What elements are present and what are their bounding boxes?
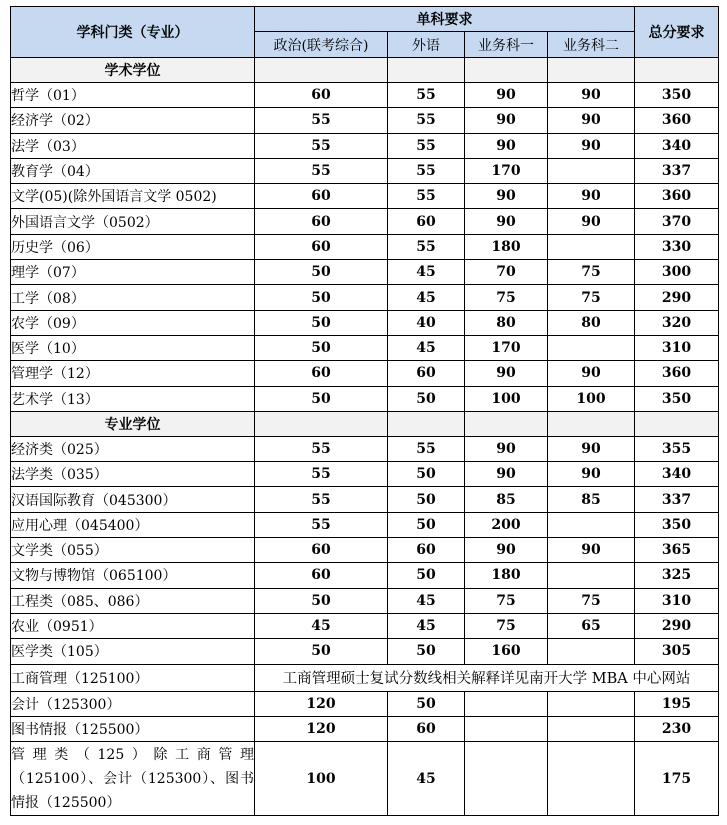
subject2-score: 75 (548, 260, 635, 285)
table-row-mba (11, 664, 719, 691)
politics-score: 50 (255, 639, 388, 664)
subject1-score: 90 (465, 108, 548, 133)
row-name: 文学(05)(除外国语言文学 0502) (11, 184, 255, 209)
subject1-score: 100 (465, 386, 548, 411)
politics-score: 60 (255, 361, 388, 386)
table-row (11, 742, 719, 816)
empty-cell (465, 716, 548, 741)
foreign-language-score: 50 (388, 512, 465, 537)
table-row (11, 209, 719, 234)
foreign-language-score: 50 (388, 386, 465, 411)
subject2-score: 80 (548, 310, 635, 335)
subject1-score: 170 (465, 335, 548, 360)
politics-score: 60 (255, 83, 388, 108)
table-row (11, 588, 719, 613)
subject1-score: 80 (465, 310, 548, 335)
subject2-score: 90 (548, 209, 635, 234)
total-score: 370 (635, 209, 719, 234)
empty-cell (255, 411, 388, 436)
subject2-score: 90 (548, 361, 635, 386)
subject2-score (548, 158, 635, 183)
politics-score: 60 (255, 209, 388, 234)
table-row (11, 639, 719, 664)
row-name: 管理类（125）除工商管理（125100）、会计（125300）、图书情报（125500） (11, 742, 255, 816)
politics-score: 120 (255, 716, 388, 741)
row-name: 文学类（055） (11, 538, 255, 563)
header-total: 总分要求 (635, 7, 719, 58)
empty-cell (635, 58, 719, 83)
table-row (11, 487, 719, 512)
politics-score: 100 (255, 742, 388, 816)
total-score: 325 (635, 563, 719, 588)
table-row (11, 386, 719, 411)
foreign-language-score: 55 (388, 108, 465, 133)
subject2-score (548, 512, 635, 537)
subject1-score: 160 (465, 639, 548, 664)
politics-score: 50 (255, 335, 388, 360)
subject2-score (548, 639, 635, 664)
total-score: 340 (635, 133, 719, 158)
table-row (11, 691, 719, 716)
table-row (11, 436, 719, 461)
table-row (11, 260, 719, 285)
table-row (11, 234, 719, 259)
row-name: 工商管理（125100） (11, 664, 255, 691)
subject1-score: 75 (465, 285, 548, 310)
total-score: 350 (635, 83, 719, 108)
foreign-language-score: 45 (388, 588, 465, 613)
politics-score: 60 (255, 184, 388, 209)
politics-score: 55 (255, 158, 388, 183)
politics-score: 50 (255, 588, 388, 613)
subject1-score: 90 (465, 436, 548, 461)
total-score: 360 (635, 361, 719, 386)
politics-score: 60 (255, 234, 388, 259)
total-score: 230 (635, 716, 719, 741)
total-score: 350 (635, 386, 719, 411)
subject2-score: 90 (548, 436, 635, 461)
table-row (11, 335, 719, 360)
table-row (11, 158, 719, 183)
subject2-score: 75 (548, 285, 635, 310)
section-row (11, 58, 719, 83)
subject2-score: 90 (548, 108, 635, 133)
row-name: 哲学（01） (11, 83, 255, 108)
row-name: 农业（0951） (11, 613, 255, 638)
foreign-language-score: 50 (388, 639, 465, 664)
subject1-score: 90 (465, 184, 548, 209)
subject2-score (548, 563, 635, 588)
subject2-score: 75 (548, 588, 635, 613)
empty-cell (548, 742, 635, 816)
total-score: 337 (635, 487, 719, 512)
foreign-language-score: 55 (388, 436, 465, 461)
foreign-language-score: 55 (388, 184, 465, 209)
row-name: 教育学（04） (11, 158, 255, 183)
section-row (11, 411, 719, 436)
total-score: 310 (635, 335, 719, 360)
foreign-language-score: 60 (388, 209, 465, 234)
subject1-score: 70 (465, 260, 548, 285)
row-name: 艺术学（13） (11, 386, 255, 411)
subject1-score: 170 (465, 158, 548, 183)
table-row (11, 285, 719, 310)
subject1-score: 90 (465, 209, 548, 234)
subject1-score: 200 (465, 512, 548, 537)
table-row (11, 133, 719, 158)
row-name: 经济学（02） (11, 108, 255, 133)
total-score: 340 (635, 462, 719, 487)
row-name: 外国语言文学（0502） (11, 209, 255, 234)
foreign-language-score: 60 (388, 716, 465, 741)
empty-cell (255, 58, 388, 83)
section-title: 学术学位 (11, 58, 255, 83)
row-name: 管理学（12） (11, 361, 255, 386)
score-requirements-table (10, 6, 719, 816)
table-row (11, 108, 719, 133)
table-row (11, 310, 719, 335)
total-score: 320 (635, 310, 719, 335)
table-row (11, 538, 719, 563)
row-name: 图书情报（125500） (11, 716, 255, 741)
politics-score: 50 (255, 285, 388, 310)
politics-score: 55 (255, 462, 388, 487)
foreign-language-score: 60 (388, 538, 465, 563)
empty-cell (465, 691, 548, 716)
row-name: 工学（08） (11, 285, 255, 310)
foreign-language-score: 50 (388, 462, 465, 487)
foreign-language-score: 50 (388, 487, 465, 512)
row-name: 理学（07） (11, 260, 255, 285)
total-score: 310 (635, 588, 719, 613)
subject2-score: 90 (548, 462, 635, 487)
row-name: 医学类（105） (11, 639, 255, 664)
foreign-language-score: 40 (388, 310, 465, 335)
empty-cell (548, 58, 635, 83)
total-score: 300 (635, 260, 719, 285)
subject1-score: 180 (465, 234, 548, 259)
subject1-score: 85 (465, 487, 548, 512)
subject1-score: 90 (465, 133, 548, 158)
politics-score: 50 (255, 386, 388, 411)
subject2-score (548, 335, 635, 360)
subject2-score: 90 (548, 184, 635, 209)
table-row (11, 512, 719, 537)
row-name: 农学（09） (11, 310, 255, 335)
empty-cell (548, 691, 635, 716)
header-foreign-language: 外语 (388, 32, 465, 58)
politics-score: 50 (255, 310, 388, 335)
header-subject1: 业务科一 (465, 32, 548, 58)
politics-score: 55 (255, 512, 388, 537)
foreign-language-score: 60 (388, 361, 465, 386)
empty-cell (548, 716, 635, 741)
foreign-language-score: 55 (388, 234, 465, 259)
row-name: 文物与博物馆（065100） (11, 563, 255, 588)
subject1-score: 75 (465, 613, 548, 638)
table-row (11, 462, 719, 487)
subject1-score: 90 (465, 462, 548, 487)
foreign-language-score: 55 (388, 83, 465, 108)
subject2-score (548, 234, 635, 259)
mba-note: 工商管理硕士复试分数线相关解释详见南开大学 MBA 中心网站 (255, 664, 719, 691)
row-name: 历史学（06） (11, 234, 255, 259)
total-score: 337 (635, 158, 719, 183)
row-name: 工程类（085、086） (11, 588, 255, 613)
total-score: 365 (635, 538, 719, 563)
table-row (11, 184, 719, 209)
row-name: 会计（125300） (11, 691, 255, 716)
table-row (11, 361, 719, 386)
row-name: 法学类（035） (11, 462, 255, 487)
foreign-language-score: 45 (388, 285, 465, 310)
table-row (11, 613, 719, 638)
empty-cell (635, 411, 719, 436)
row-name: 医学（10） (11, 335, 255, 360)
total-score: 290 (635, 285, 719, 310)
politics-score: 120 (255, 691, 388, 716)
total-score: 355 (635, 436, 719, 461)
politics-score: 55 (255, 436, 388, 461)
empty-cell (548, 411, 635, 436)
subject1-score: 90 (465, 83, 548, 108)
total-score: 175 (635, 742, 719, 816)
empty-cell (388, 411, 465, 436)
subject2-score: 90 (548, 83, 635, 108)
total-score: 360 (635, 184, 719, 209)
politics-score: 60 (255, 538, 388, 563)
subject1-score: 75 (465, 588, 548, 613)
foreign-language-score: 45 (388, 260, 465, 285)
subject2-score: 90 (548, 133, 635, 158)
total-score: 330 (635, 234, 719, 259)
total-score: 360 (635, 108, 719, 133)
header-politics: 政治(联考综合) (255, 32, 388, 58)
row-name: 汉语国际教育（045300） (11, 487, 255, 512)
total-score: 305 (635, 639, 719, 664)
header-subject2: 业务科二 (548, 32, 635, 58)
politics-score: 50 (255, 260, 388, 285)
politics-score: 45 (255, 613, 388, 638)
total-score: 290 (635, 613, 719, 638)
table-row (11, 716, 719, 741)
foreign-language-score: 50 (388, 563, 465, 588)
foreign-language-score: 55 (388, 133, 465, 158)
header-category: 学科门类（专业） (11, 7, 255, 58)
empty-cell (465, 411, 548, 436)
section-title: 专业学位 (11, 411, 255, 436)
row-name: 经济类（025） (11, 436, 255, 461)
subject2-score: 100 (548, 386, 635, 411)
foreign-language-score: 45 (388, 613, 465, 638)
politics-score: 60 (255, 563, 388, 588)
subject1-score: 90 (465, 361, 548, 386)
row-name: 法学（03） (11, 133, 255, 158)
empty-cell (388, 58, 465, 83)
header-single-subject: 单科要求 (255, 7, 635, 32)
subject2-score: 90 (548, 538, 635, 563)
politics-score: 55 (255, 487, 388, 512)
foreign-language-score: 45 (388, 335, 465, 360)
subject1-score: 90 (465, 538, 548, 563)
empty-cell (465, 58, 548, 83)
table-row (11, 83, 719, 108)
table-row (11, 563, 719, 588)
subject1-score: 180 (465, 563, 548, 588)
empty-cell (465, 742, 548, 816)
total-score: 195 (635, 691, 719, 716)
subject2-score: 85 (548, 487, 635, 512)
total-score: 350 (635, 512, 719, 537)
foreign-language-score: 50 (388, 691, 465, 716)
politics-score: 55 (255, 133, 388, 158)
subject2-score: 65 (548, 613, 635, 638)
foreign-language-score: 45 (388, 742, 465, 816)
politics-score: 55 (255, 108, 388, 133)
header-row-1 (11, 7, 719, 32)
foreign-language-score: 55 (388, 158, 465, 183)
row-name: 应用心理（045400） (11, 512, 255, 537)
